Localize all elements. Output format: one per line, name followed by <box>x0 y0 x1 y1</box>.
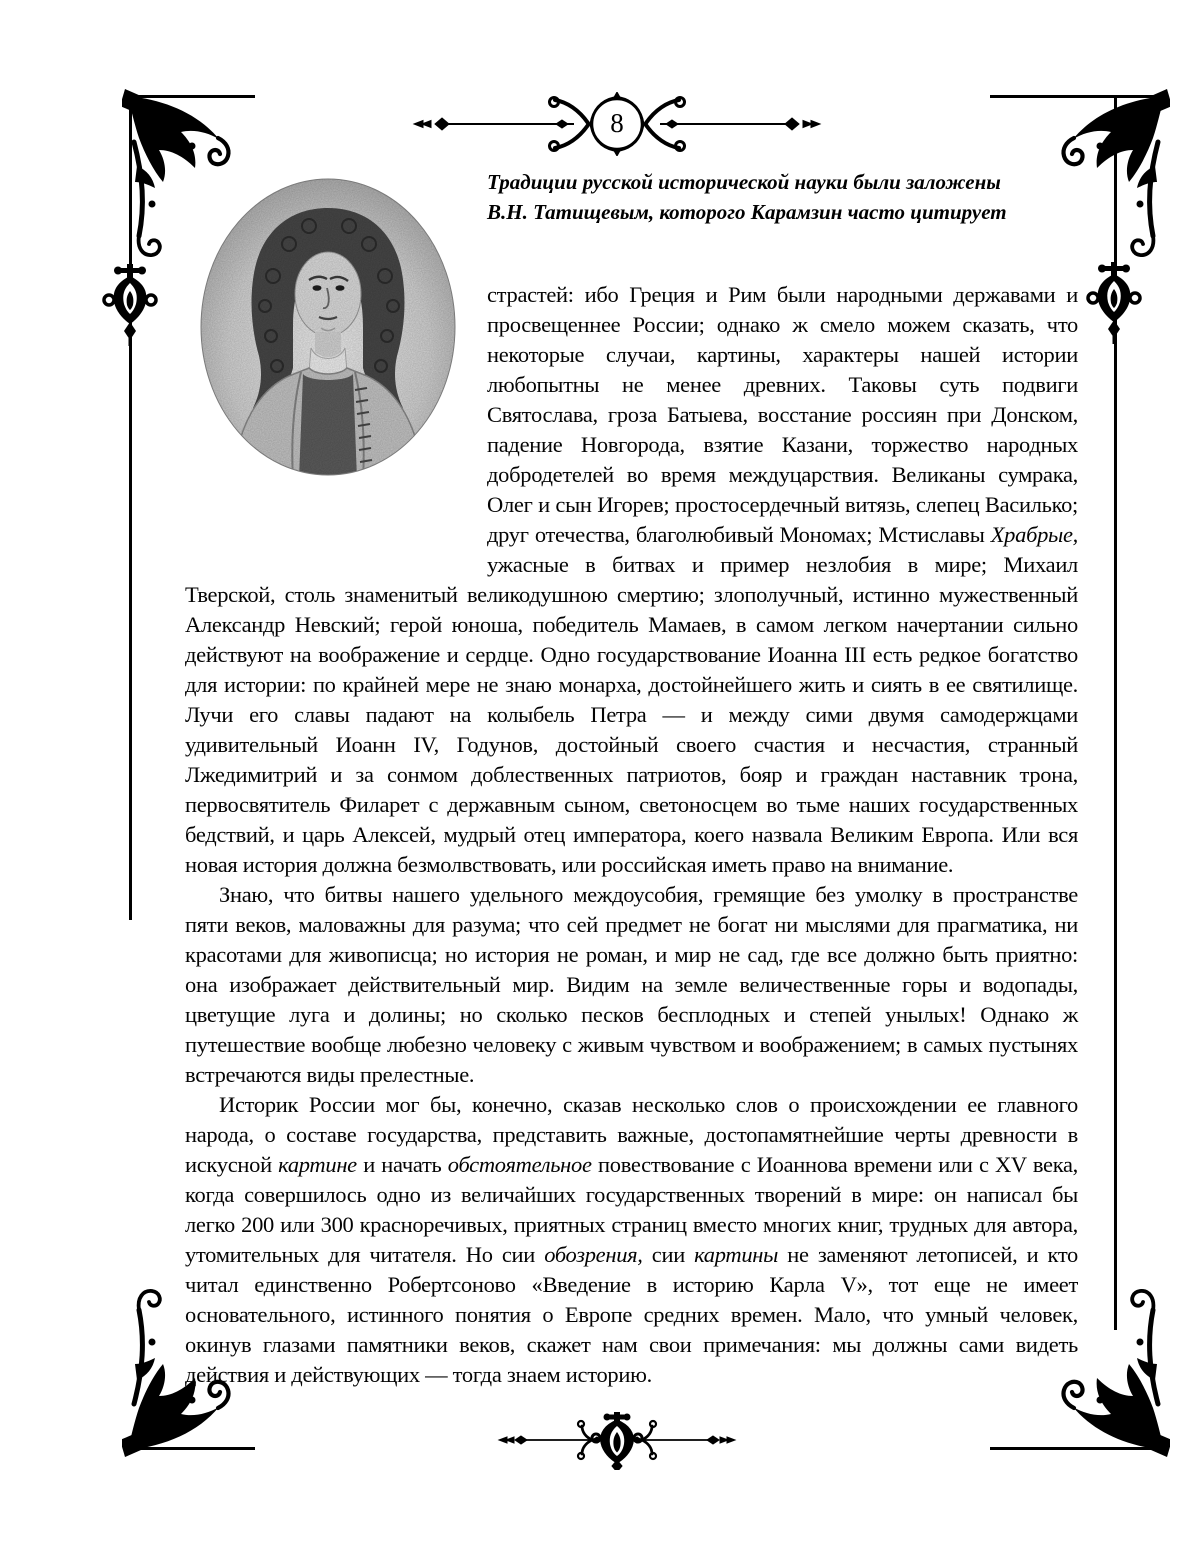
footer-divider-ornament <box>497 1412 737 1470</box>
portrait-caption <box>487 167 1047 227</box>
body-paragraph: страстей: ибо Греция и Рим были народными державами и просвещеннее России; однако ж смело можем сказать, что некоторые случаи, картины, характеры нашей истории любопытны не менее древних. Таковы суть подвиги Святослава, гроза Батыева, восстание россиян при Донском, падение Новгорода, взятие Казани, торжество народных добродетелей во время междуцарствия. Великаны сумрака, Олег и сын Игорев; простосердечный витязь, слепец Василько; друг отечества, благолюбивый Мономах; Мстиславы Храбрые, ужасные в битвах и пример незлобия в мире; Михаил Тверской, столь знаменитый великодушною смертию; злополучный, истинно мужественный Александр Невский; герой юноша, победитель Мамаев, в самом легком начертании сильно действуют на воображение и сердце. Одно государствование Иоанна III есть редкое богатство для истории: по крайней мере не знаю монарха, достойнейшего жить и сиять в ее святилище. Лучи его славы падают на колыбель Петра — и между сими двумя самодержцами удивительный Иоанн IV, Годунов, достойный своего счастия и несчастия, странный Лжедимитрий и за сонмом доблественных патриотов, бояр и граждан наставник трона, первосвятитель Филарет с державным сыном, светоносцем во тьме наших государственных бедствий, и царь Алексей, мудрый отец императора, коего назвала Великим Европа. Или вся новая история должна безмолвствовать, или российская иметь право на внимание. <box>185 282 1078 877</box>
left-edge-fleuron-icon <box>102 264 158 348</box>
portrait-caption-line2: В.Н. Татищевым, которого Карамзин часто цитирует <box>487 200 1007 224</box>
body-paragraph: Знаю, что битвы нашего удельного междоусобия, гремящие без умолку в пространстве пяти веков, маловажны для разума; что сей предмет не богат ни мыслями для прагматика, ни красотами для живописца; но история не роман, и мир не сад, где все должно быть приятно: она изображает действительный мир. Видим на земле величественные горы и водопады, цветущие луга и долины; но сколько песков бесплодных и степей унылых! Однако ж путешествие вообще любезно человеку с живым чувством и воображением; в самых пустынях встречаются виды прелестные. <box>185 882 1078 1087</box>
corner-flourish-top-right-icon <box>1030 88 1170 268</box>
right-edge-fleuron-icon <box>1086 262 1142 346</box>
body-paragraph: Историк России мог бы, конечно, сказав несколько слов о происхождении ее главного народа, о составе государства, представить важные, достопамятнейшие черты древности в искусной картине и начать обстоятельное повествование с Иоаннова времени или с XV века, когда совершилось одно из величайших государственных творений в мире: он написал бы легко 200 или 300 красноречивых, приятных страниц вместо многих книг, трудных для автора, утомительных для читателя. Но сии обозрения, сии картины не заменяют летописей, и кто читал единственно Робертсоново «Введение в историю Карла V», тот еще не имеет основательного, истинного понятия о Европе средних времен. Мало, что умный человек, окинув глазами памятники веков, скажет нам свои примечания: мы должны сами видеть действия и действующих — тогда знаем историю. <box>185 1092 1079 1387</box>
page-number: 8 <box>610 108 624 138</box>
portrait-caption-line1: Традиции русской исторической науки были заложены <box>487 170 1001 194</box>
portrait-wrap-spacer <box>185 280 487 552</box>
body-text <box>185 280 1078 1390</box>
